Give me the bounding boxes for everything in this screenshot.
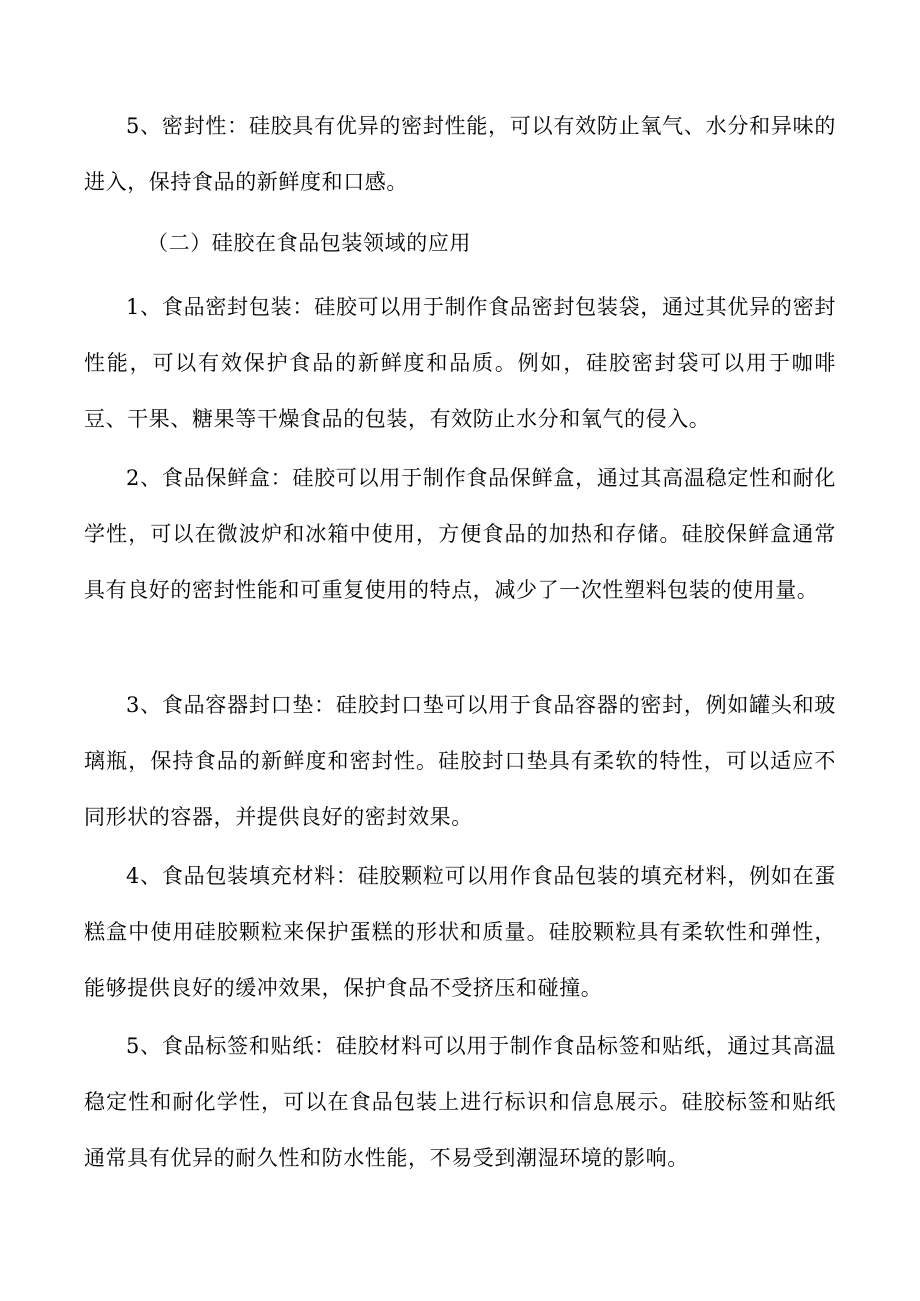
- paragraph-labels-stickers: 5、食品标签和贴纸：硅胶材料可以用于制作食品标签和贴纸，通过其高温稳定性和耐化学性，可以在食品包装上进行标识和信息展示。硅胶标签和贴纸通常具有优异的耐久性和防水性能，不易受到潮湿环境的影响。: [84, 1034, 836, 1170]
- section-heading: （二）硅胶在食品包装领域的应用: [147, 231, 471, 255]
- paragraph-food-sealed-packaging: 1、食品密封包装：硅胶可以用于制作食品密封包装袋，通过其优异的密封性能，可以有效保护食品的新鲜度和品质。例如，硅胶密封袋可以用于咖啡豆、干果、糖果等干燥食品的包装，有效防止水分和氧气的侵入。: [84, 295, 836, 431]
- paragraph-packaging-filler: 4、食品包装填充材料：硅胶颗粒可以用作食品包装的填充材料，例如在蛋糕盒中使用硅胶颗粒来保护蛋糕的形状和质量。硅胶颗粒具有柔软性和弹性，能够提供良好的缓冲效果，保护食品不受挤压和碰撞。: [84, 864, 836, 1000]
- paragraph-container-seal-gasket: 3、食品容器封口垫：硅胶封口垫可以用于食品容器的密封，例如罐头和玻璃瓶，保持食品的新鲜度和密封性。硅胶封口垫具有柔软的特性，可以适应不同形状的容器，并提供良好的密封效果。: [84, 693, 836, 829]
- paragraph-food-storage-box: 2、食品保鲜盒：硅胶可以用于制作食品保鲜盒，通过其高温稳定性和耐化学性，可以在微波炉和冰箱中使用，方便食品的加热和存储。硅胶保鲜盒通常具有良好的密封性能和可重复使用的特点，减少了一次性塑料包装的使用量。: [84, 466, 836, 602]
- paragraph-sealing-property: 5、密封性：硅胶具有优异的密封性能，可以有效防止氧气、水分和异味的进入，保持食品的新鲜度和口感。: [84, 114, 836, 194]
